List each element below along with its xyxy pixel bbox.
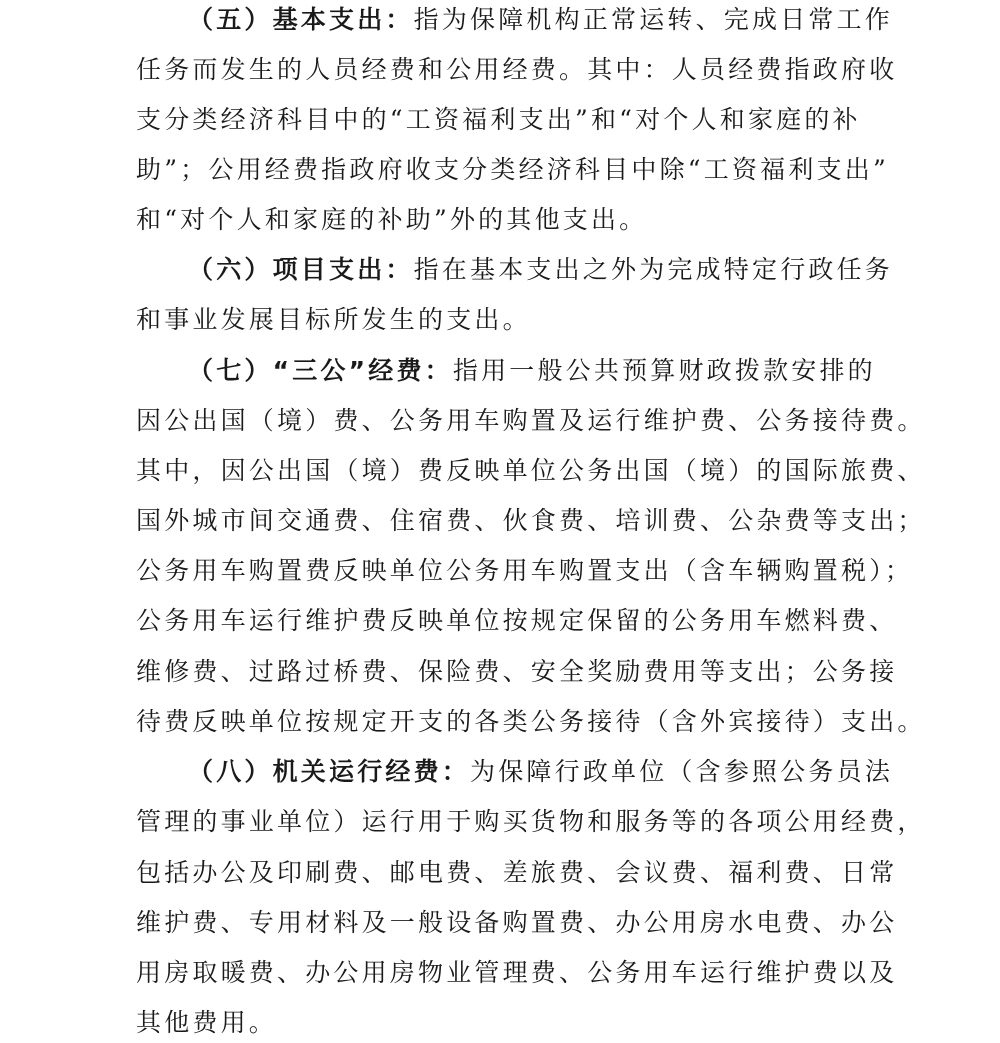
paragraph-6-line-1 bbox=[188, 250, 896, 290]
paragraph-5-line-5: 和“对个人和家庭的补助”外的其他支出。 bbox=[136, 205, 648, 234]
paragraph-8-line-1 bbox=[188, 752, 896, 792]
paragraph-7-line-4: 国外城市间交通费、住宿费、伙食费、培训费、公杂费等支出； bbox=[136, 506, 926, 535]
paragraph-8-line-5: 用房取暖费、办公用房物业管理费、公务用车运行维护费以及 bbox=[136, 958, 898, 987]
paragraph-8-line-4: 维护费、专用材料及一般设备购置费、办公用房水电费、办公 bbox=[136, 908, 898, 937]
paragraph-7-line-6: 公务用车运行维护费反映单位按规定保留的公务用车燃料费、 bbox=[136, 606, 898, 635]
paragraph-text: 指在基本支出之外为完成特定行政任务 bbox=[413, 255, 894, 284]
term-operating-expenses: （八）机关运行经费： bbox=[188, 757, 471, 786]
paragraph-6-line-2: 和事业发展目标所发生的支出。 bbox=[136, 305, 531, 334]
paragraph-text: 指为保障机构正常运转、完成日常工作 bbox=[413, 5, 894, 34]
paragraph-8-line-6: 其他费用。 bbox=[136, 1008, 278, 1037]
paragraph-8-line-2: 管理的事业单位）运行用于购买货物和服务等的各项公用经费， bbox=[136, 807, 926, 836]
paragraph-7-line-2: 因公出国（境）费、公务用车购置及运行维护费、公务接待费。 bbox=[136, 406, 926, 435]
paragraph-7-line-5: 公务用车购置费反映单位公务用车购置支出（含车辆购置税）； bbox=[136, 556, 914, 585]
paragraph-text: 为保障行政单位（含参照公务员法 bbox=[470, 757, 894, 786]
term-basic-expenditure: （五）基本支出： bbox=[188, 5, 414, 34]
paragraph-5-line-2: 任务而发生的人员经费和公用经费。其中：人员经费指政府收 bbox=[136, 55, 898, 84]
paragraph-8-line-3: 包括办公及印刷费、邮电费、差旅费、会议费、福利费、日常 bbox=[136, 858, 898, 887]
paragraph-7-line-7: 维修费、过路过桥费、保险费、安全奖励费用等支出；公务接 bbox=[136, 657, 898, 686]
paragraph-7-line-3: 其中，因公出国（境）费反映单位公务出国（境）的国际旅费、 bbox=[136, 456, 926, 485]
paragraph-5-line-3: 支分类经济科目中的“工资福利支出”和“对个人和家庭的补 bbox=[136, 105, 861, 134]
paragraph-5-line-4: 助”；公用经费指政府收支分类经济科目中除“工资福利支出” bbox=[136, 155, 889, 184]
term-project-expenditure: （六）项目支出： bbox=[188, 255, 414, 284]
paragraph-5-line-1 bbox=[188, 0, 896, 40]
paragraph-text: 指用一般公共预算财政拨款安排的 bbox=[452, 356, 876, 385]
paragraph-7-line-1 bbox=[188, 351, 896, 391]
paragraph-7-line-8: 待费反映单位按规定开支的各类公务接待（含外宾接待）支出。 bbox=[136, 707, 926, 736]
term-three-public-expenses: （七）“三公”经费： bbox=[188, 356, 453, 385]
